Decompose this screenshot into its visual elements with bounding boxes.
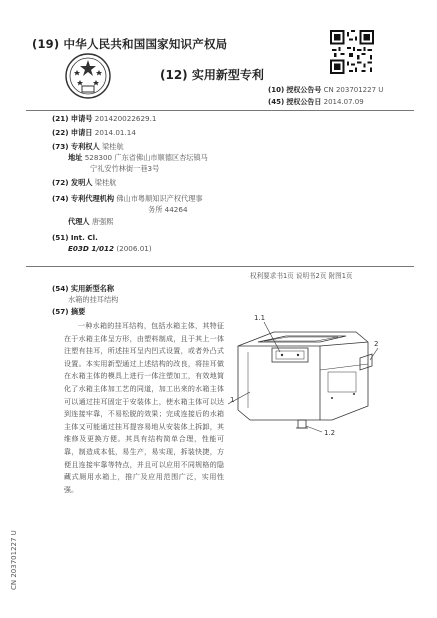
patentee-value: 梁桂航 — [101, 142, 124, 151]
pub-no-label: 授权公告号 — [286, 86, 322, 94]
pub-date-code: (45) — [268, 98, 285, 106]
divider-top — [26, 110, 414, 111]
type-name: 实用新型专利 — [191, 68, 264, 82]
app-date-label: 申请日 — [70, 128, 93, 137]
side-text: CN 203701227 U — [10, 530, 18, 590]
side-publication-number — [10, 480, 24, 590]
agency-row — [52, 193, 203, 204]
qr-code — [330, 30, 374, 74]
application-date-row — [52, 127, 136, 138]
office-header — [32, 36, 227, 52]
publication-info — [268, 84, 383, 108]
agency-code: (74) — [52, 194, 69, 203]
hanging-ear-top — [272, 348, 308, 362]
app-date-code: (22) — [52, 128, 69, 137]
app-no-value: 201420022629.1 — [94, 114, 157, 123]
figure-label-2: 2 — [374, 340, 379, 348]
pages-info: 权利要求书1页 说明书2页 附图1页 — [250, 272, 353, 280]
app-date-value: 2014.01.14 — [94, 128, 136, 137]
figure-label-1: 1 — [230, 396, 235, 404]
agent-label: 代理人 — [68, 217, 90, 226]
agency-label: 专利代理机构 — [70, 194, 115, 203]
agent-value: 唐强熙 — [91, 217, 114, 226]
national-emblem-icon — [64, 52, 112, 100]
publication-number-row — [268, 84, 383, 96]
intcl-label: Int. Cl. — [70, 233, 98, 242]
patentee-label: 专利权人 — [70, 142, 100, 151]
publication-date-row — [268, 96, 383, 108]
name-label: 实用新型名称 — [70, 284, 115, 293]
patent-type-title — [160, 66, 264, 83]
tank-body-outline — [238, 332, 368, 420]
pub-no-code: (10) — [268, 86, 285, 94]
figure-label-1-2: 1.2 — [324, 429, 336, 437]
inventor-value: 梁桂航 — [94, 178, 117, 187]
divider-bottom — [26, 266, 414, 267]
inventor-label: 发明人 — [70, 178, 93, 187]
application-number-row — [52, 113, 156, 124]
patentee-code: (73) — [52, 142, 69, 151]
intcl-value-row — [68, 243, 152, 254]
office-code: (19) — [32, 37, 60, 51]
agency-line-2: 务所 44264 — [148, 205, 188, 214]
app-no-label: 申请号 — [70, 114, 93, 123]
name-code: (54) — [52, 284, 69, 293]
intcl-value: E03D 1/012 — [68, 244, 115, 253]
utility-name-heading — [52, 283, 114, 294]
pub-date-label: 授权公告日 — [286, 98, 322, 106]
intcl-code: (51) — [52, 233, 69, 242]
abstract-heading — [52, 306, 85, 317]
agency-line-1: 佛山市粤顺知识产权代理事 — [116, 194, 203, 203]
intcl-version: (2006.01) — [116, 244, 152, 253]
side-ear — [360, 354, 372, 370]
bottom-outlet — [298, 420, 306, 428]
utility-name-value: 水箱的挂耳结构 — [68, 295, 119, 304]
abstract-body — [64, 320, 224, 496]
front-panel — [328, 372, 356, 392]
pub-no-value: CN 203701227 U — [323, 86, 384, 94]
address-label: 地址 — [68, 153, 83, 162]
address-line-2: 宁礼安竹林街一巷3号 — [90, 164, 160, 173]
inventor-row — [52, 177, 116, 188]
agent-row — [68, 216, 113, 227]
app-no-code: (21) — [52, 114, 69, 123]
address-row — [68, 152, 208, 163]
abstract-label: 摘要 — [70, 307, 86, 316]
water-tank-figure — [228, 308, 388, 438]
abstract-code: (57) — [52, 307, 69, 316]
patentee-row — [52, 141, 124, 152]
office-name: 中华人民共和国国家知识产权局 — [63, 37, 228, 51]
type-code: (12) — [160, 68, 188, 82]
figure-label-1-1: 1.1 — [254, 314, 266, 322]
pub-date-value: 2014.07.09 — [323, 98, 364, 106]
abstract-text: 一种水箱的挂耳结构，包括水箱主体，其特征在于水箱主体呈方形，由塑料制成，且于其上一体注塑有挂耳，所述挂耳呈内凹式设置，或者外凸式设置。本实用新型通过上述结构的改良，将挂耳做在水箱主体的模具上进行一体注塑加工，有效地简化了水箱主体加工艺的同道，加工出来的水箱主体可以通过挂耳固定于安装体上，使水箱主体可以达到连接牢靠，不易松脱的效果；完成连接后的水箱主体又可能通过挂耳提容易地从安装体上拆卸，其维修及更换方便。其具有结构简单合理，性能可靠，制造成本低，易生产，易实现，拆装快捷，方便且连接牢靠等特点，并且可以应用不同规格的隐藏式厕用水箱上，推广及应用范围广泛，实用性强。 — [64, 322, 224, 494]
tank-top-edge — [238, 342, 368, 346]
intcl-row — [52, 232, 98, 243]
inventor-code: (72) — [52, 178, 69, 187]
address-line-1: 528300 广东省佛山市顺德区杏坛镇马 — [84, 153, 208, 162]
